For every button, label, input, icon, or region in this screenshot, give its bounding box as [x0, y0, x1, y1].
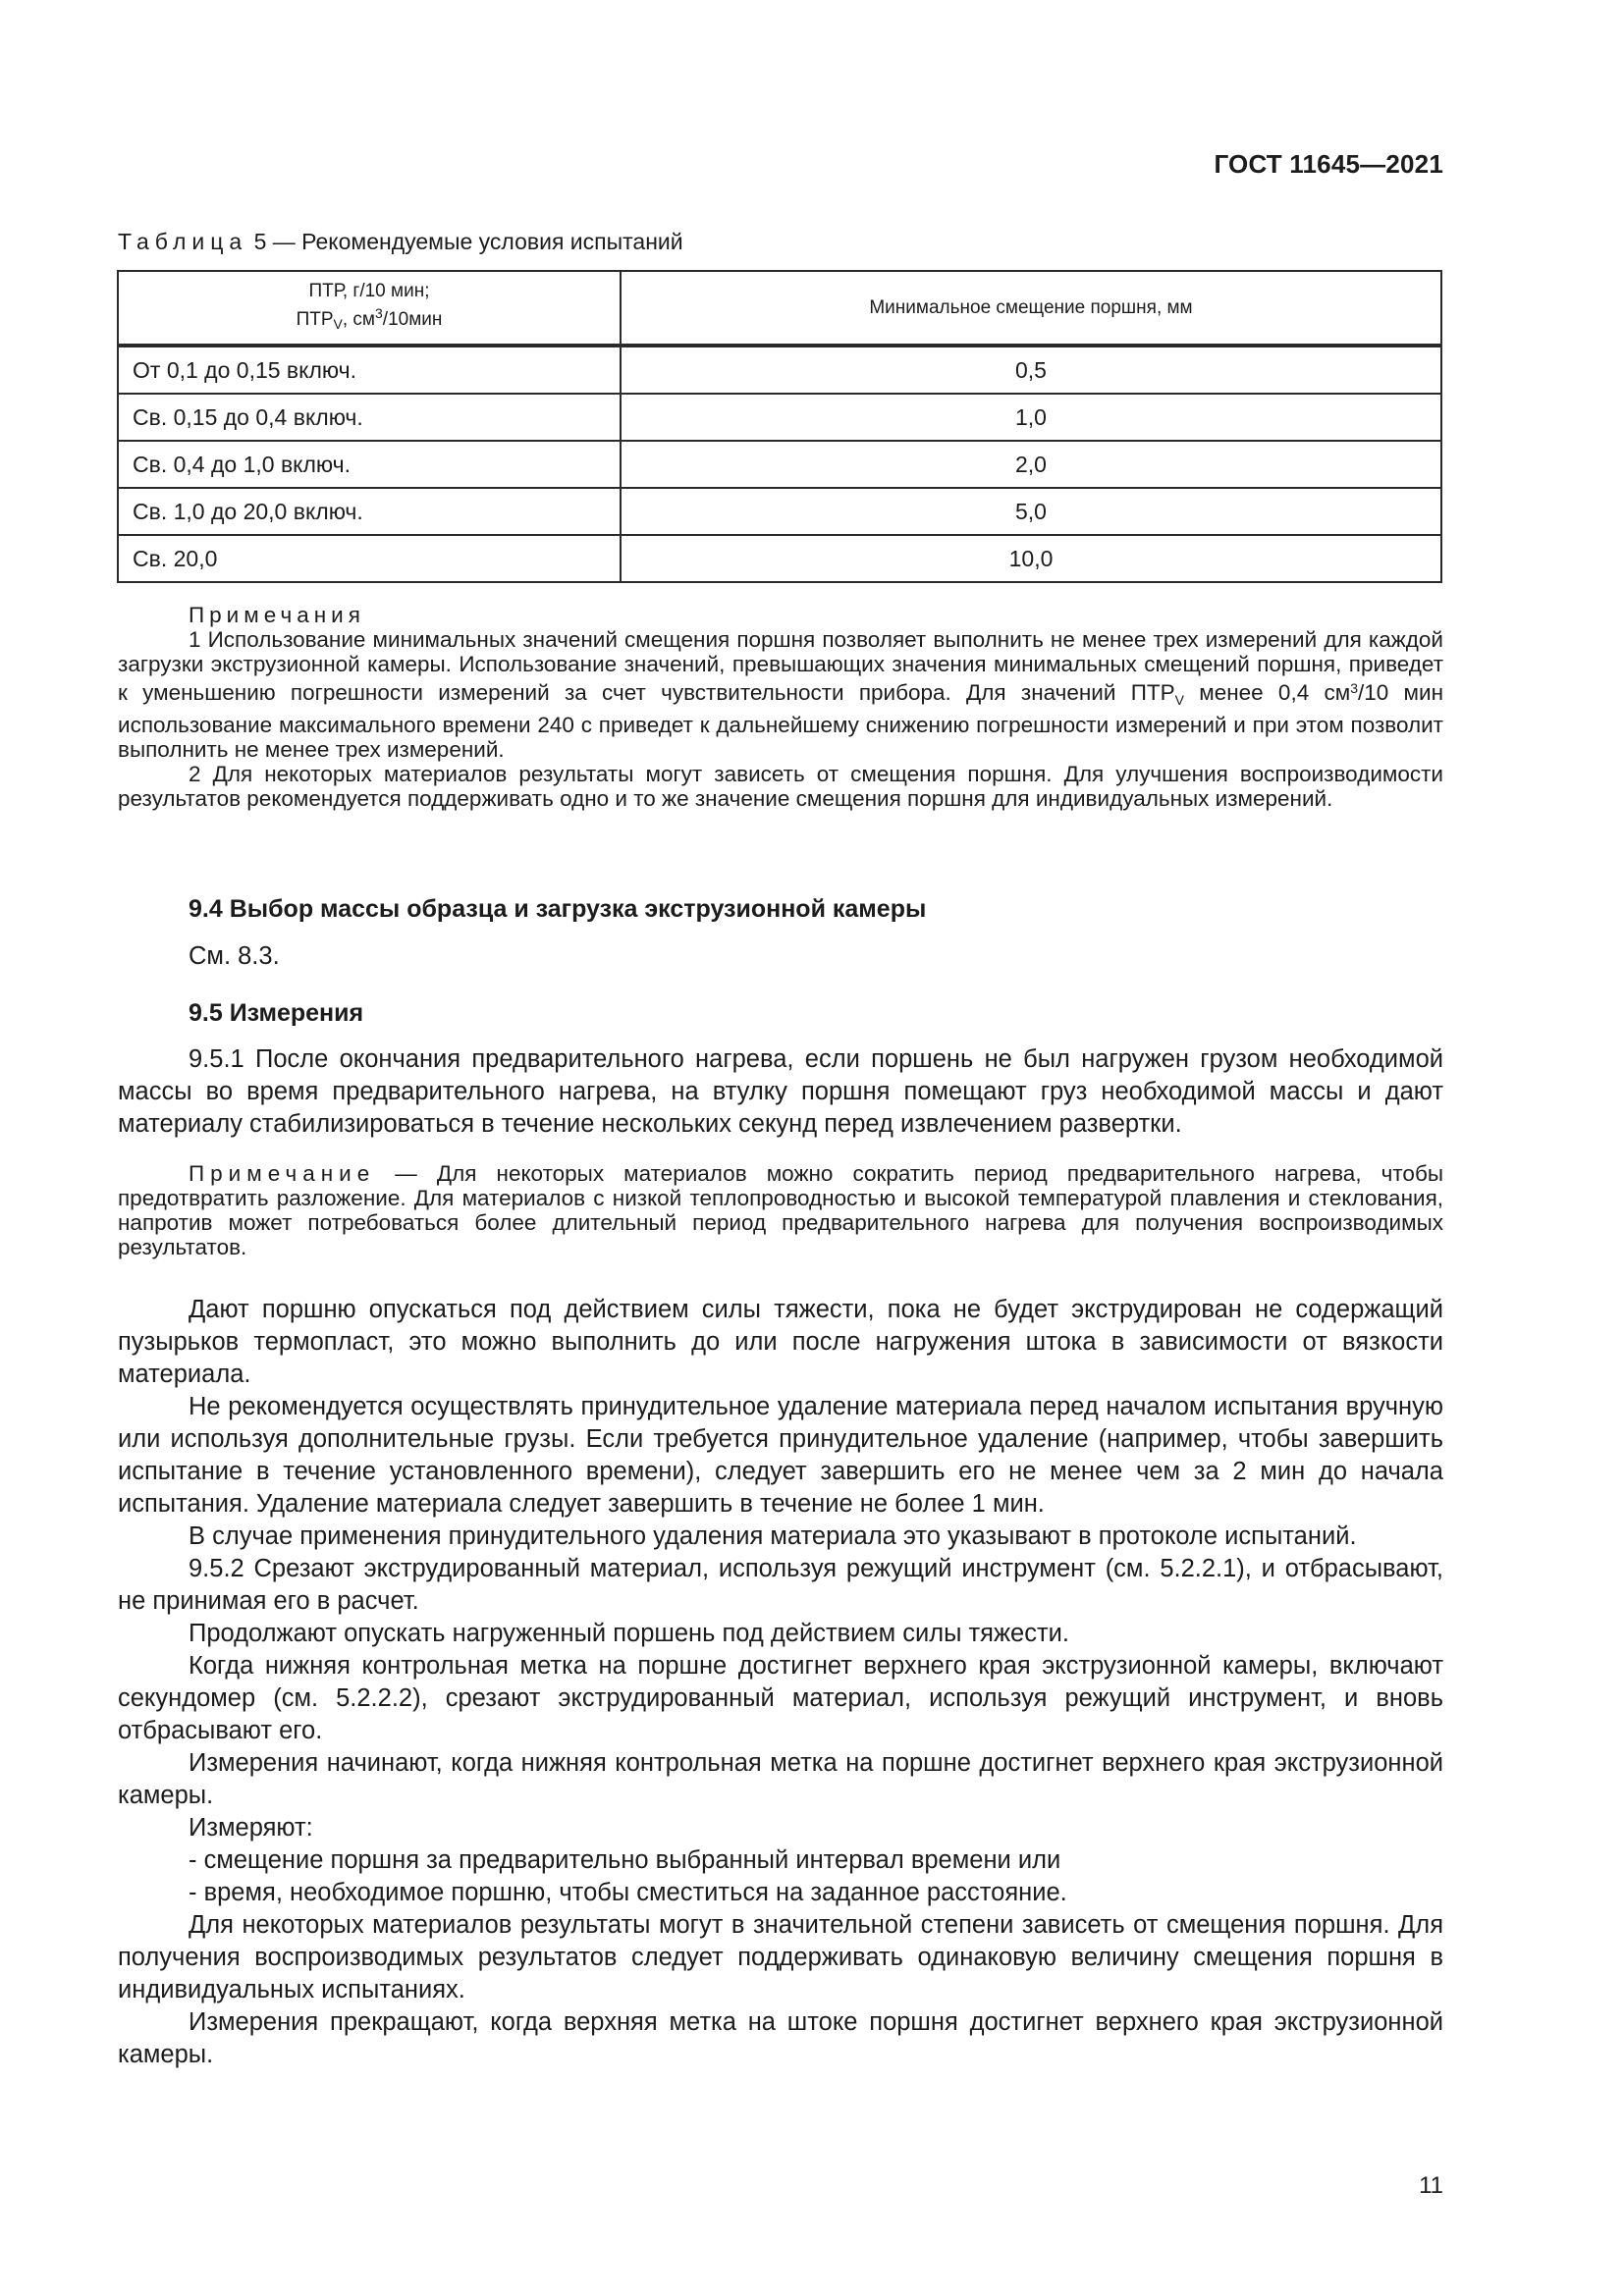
note-title: Примечание [189, 1161, 376, 1186]
table-row [118, 441, 1441, 488]
test-conditions-table [117, 270, 1442, 583]
table-row [118, 346, 1441, 394]
paragraph-9-5-1: 9.5.1 После окончания предварительного нагрева, если поршень не был нагружен грузом необходимой массы во время предварительного нагрева, на втулку поршня помещают груз необходимой массы и дают материалу стабилизироваться в течение нескольких секунд перед извлечением развертки. [118, 1045, 1443, 1138]
table-caption [118, 229, 683, 255]
table-cell-range: Св. 0,4 до 1,0 включ. [118, 441, 621, 488]
section-9-4-text: См. 8.3. [189, 942, 280, 970]
section-9-5-note [118, 1161, 1443, 1259]
paragraph: Когда нижняя контрольная метка на поршне достигнет верхнего края экструзионной камеры, включают секундомер (см. 5.2.2.2), срезают экструдированный материал, используя режущий инструмент, и вновь отбрасывают его. [118, 1652, 1443, 1744]
column-header-mfr: ПТР, г/10 мин; $ПТР_V$, $см^3/10мин$ [118, 271, 621, 346]
note-2: 2 Для некоторых материалов результаты могут зависеть от смещения поршня. Для улучшения воспроизводимости результатов рекомендуется поддерживать одно и то же значение смещения поршня для индивидуальных измерений. [118, 762, 1443, 811]
table-row [118, 535, 1441, 582]
paragraph-9-5-2: 9.5.2 Срезают экструдированный материал, используя режущий инструмент (см. 5.2.2.1), и отбрасывают, не принимая его в расчет. [118, 1555, 1443, 1615]
note-1: 1 Использование минимальных значений смещения поршня позволяет выполнить не менее трех измерений для каждой загрузки экструзионной камеры. Использование значений, превышающих значения минимальных смещений поршня, приведет к уменьшению погрешности измерений за счет чувствительности прибора. Для значений $ПТР_V$ менее 0,4 $см^3/10$ мин использование максимального времени 240 с приведет к дальнейшему снижению погрешности измерений и при этом позволит выполнить не менее трех измерений. [118, 627, 1444, 762]
paragraph: Измерения начинают, когда нижняя контрольная метка на поршне достигнет верхнего края экструзионной камеры. [118, 1749, 1443, 1809]
section-9-4-body [118, 940, 1443, 973]
section-9-5-body [118, 1294, 1443, 2071]
table-cell-value: 1,0 [621, 394, 1441, 441]
paragraph: Не рекомендуется осуществлять принудительное удаление материала перед началом испытания вручную или используя дополнительные грузы. Если требуется принудительное удаление (например, чтобы завершить испытание в течение установленного времени), следует завершить его не менее чем за 2 мин до начала испытания. Удаление материала следует завершить в течение не более 1 мин. [118, 1393, 1443, 1518]
list-item: - смещение поршня за предварительно выбранный интервал времени или [189, 1846, 1061, 1874]
table-cell-value: 2,0 [621, 441, 1441, 488]
paragraph: Измерения прекращают, когда верхняя метка на штоке поршня достигнет верхнего края экструзионной камеры. [118, 2008, 1443, 2068]
table-cell-range: Св. 1,0 до 20,0 включ. [118, 488, 621, 535]
table-row [118, 394, 1441, 441]
table-cell-range: Св. 20,0 [118, 535, 621, 582]
table-cell-value: 10,0 [621, 535, 1441, 582]
table-header-row [118, 271, 1441, 346]
table-caption-word: Таблица [118, 229, 248, 254]
page-number: 11 [1419, 2172, 1443, 2199]
paragraph: Измеряют: [189, 1814, 313, 1842]
paragraph: В случае применения принудительного удаления материала это указывают в протоколе испытаний. [189, 1522, 1357, 1550]
table-cell-value: 5,0 [621, 488, 1441, 535]
section-9-5-intro [118, 1043, 1443, 1141]
paragraph: Продолжают опускать нагруженный поршень под действием силы тяжести. [189, 1620, 1069, 1647]
paragraph: Для некоторых материалов результаты могут в значительной степени зависеть от смещения поршня. Для получения воспроизводимых результатов следует поддерживать одинаковую величину смещения поршня в индивидуальных испытаниях. [118, 1911, 1443, 2003]
notes-title: Примечания [189, 603, 365, 627]
table-caption-text: 5 — Рекомендуемые условия испытаний [247, 229, 683, 254]
column-header-displacement: Минимальное смещение поршня, мм [621, 271, 1441, 346]
standard-header: ГОСТ 11645—2021 [1214, 149, 1443, 179]
table-notes [118, 603, 1443, 811]
table-cell-range: От 0,1 до 0,15 включ. [118, 346, 621, 394]
paragraph: Дают поршню опускаться под действием силы тяжести, пока не будет экструдирован не содержащий пузырьков термопласт, это можно выполнить до или после нагружения штока в зависимости от вязкости материала. [118, 1296, 1443, 1388]
note-text: — Для некоторых материалов можно сократить период предварительного нагрева, чтобы предотвратить разложение. Для материалов с низкой теплопроводностью и высокой температурой плавления и стеклования, напротив может потребоваться более длительный период предварительного нагрева для получения воспроизводимых результатов. [118, 1161, 1443, 1259]
table-cell-range: Св. 0,15 до 0,4 включ. [118, 394, 621, 441]
column-header-mfr-line1: ПТР, г/10 мин; [308, 281, 430, 301]
list-item: - время, необходимое поршню, чтобы сместиться на заданное расстояние. [189, 1879, 1067, 1906]
table-row [118, 488, 1441, 535]
table-cell-value: 0,5 [621, 346, 1441, 394]
section-9-5-title: 9.5 Измерения [189, 999, 364, 1027]
section-9-4-title: 9.4 Выбор массы образца и загрузка экструзионной камеры [189, 895, 927, 923]
